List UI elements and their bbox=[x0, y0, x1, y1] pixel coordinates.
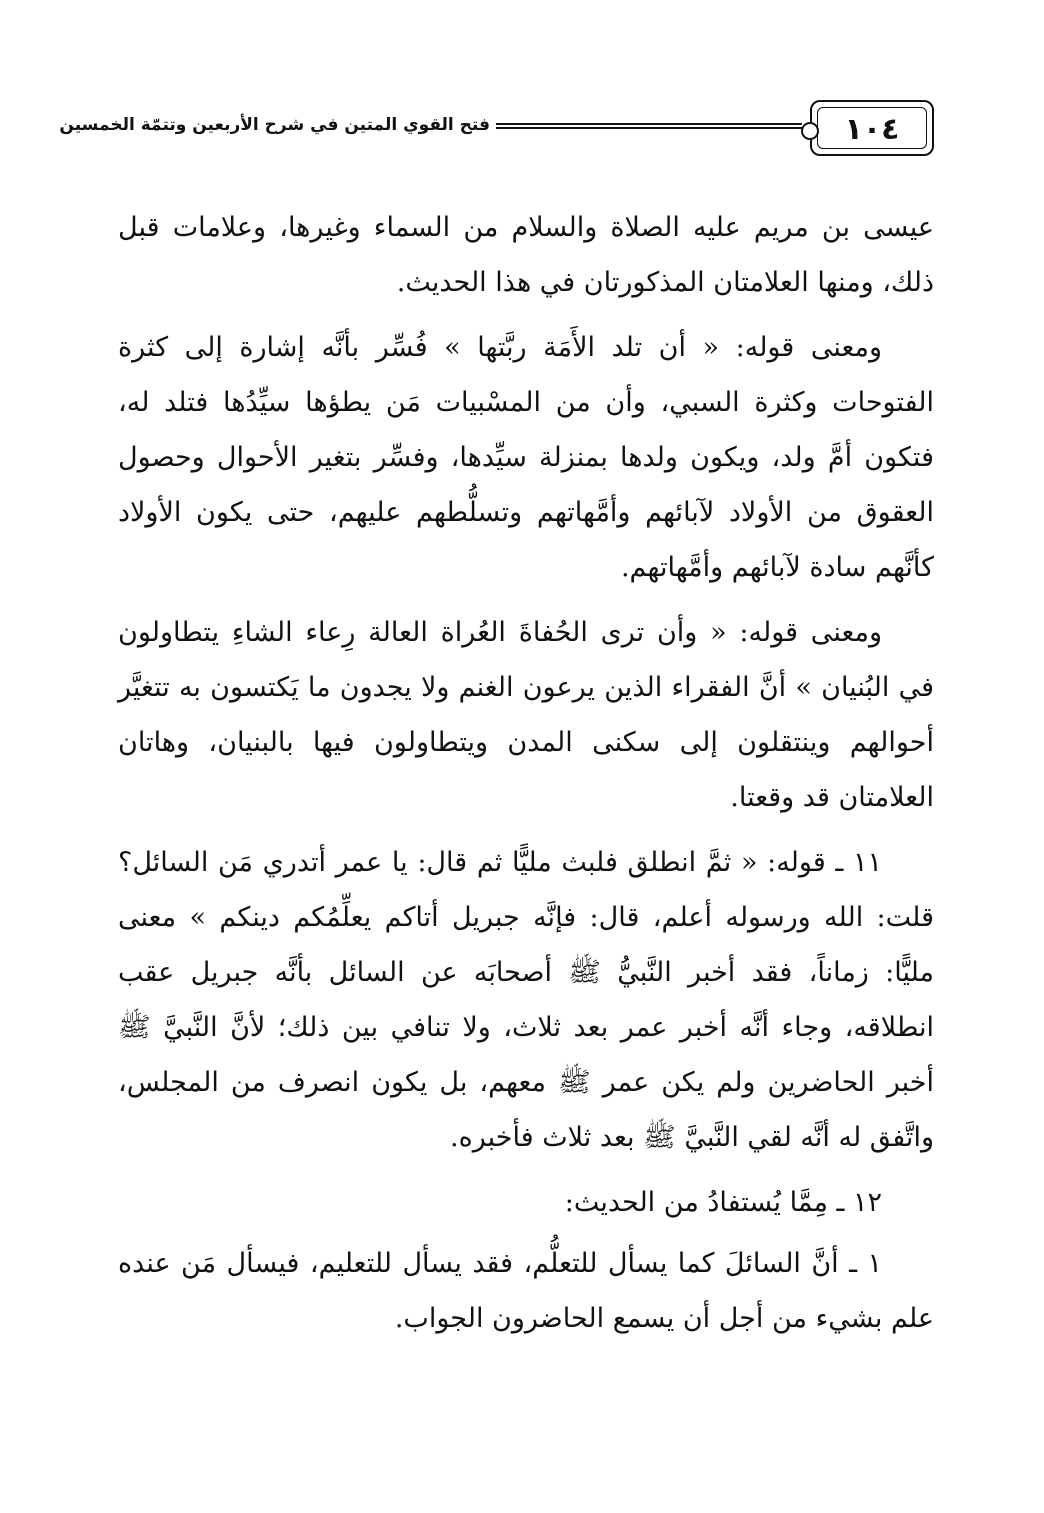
paragraph-1: عيسى بن مريم عليه الصلاة والسلام من السماء وغيرها، وعلامات قبل ذلك، ومنها العلامتان المذكورتان في هذا الحديث. bbox=[118, 212, 934, 298]
paragraph-4: ١١ ـ قوله: « ثمَّ انطلق فلبث مليًّا ثم قال: يا عمر أتدري مَن السائل؟ قلت: الله ورسوله أعلم، قال: فإنَّه جبريل أتاكم يعلِّمُكم دينكم » معنى مليًّا: زماناً، فقد أخبر النَّبيُّ ﷺ أصحابَه عن السائل بأنَّه جبريل عقب انطلاقه، وجاء أنَّه أخبر عمر بعد ثلاث، ولا تنافي بين ذلك؛ لأنَّ النَّبيَّ ﷺ أخبر الحاضرين ولم يكن عمر ﷺ معهم، بل يكون انصرف من المجلس، واتَّفق له أنَّه لقي النَّبيَّ ﷺ بعد ثلاث فأخبره. bbox=[118, 847, 934, 1153]
page-number: ١٠٤ bbox=[844, 112, 900, 147]
paragraph-5: ١٢ ـ مِمَّا يُستفادُ من الحديث: bbox=[564, 1187, 882, 1218]
book-title: فتح القوي المتين في شرح الأربعين وتتمّة الخمسين bbox=[59, 115, 490, 135]
page-body bbox=[118, 200, 934, 1356]
header-rule bbox=[496, 123, 802, 129]
page-number-frame bbox=[810, 100, 934, 156]
paragraph-2: ومعنى قوله: « أن تلد الأَمَة ربَّتها » فُسِّر بأنَّه إشارة إلى كثرة الفتوحات وكثرة السبي، وأن من المسْبيات مَن يطؤها سيِّدُها فتلد له، فتكون أمَّ ولد، ويكون ولدها بمنزلة سيِّدها، وفسِّر بتغير الأحوال وحصول العقوق من الأولاد لآبائهم وأمَّهاتهم وتسلُّطهم عليهم، حتى يكون الأولاد كأنَّهم سادة لآبائهم وأمَّهاتهم. bbox=[118, 332, 934, 583]
paragraph-3: ومعنى قوله: « وأن ترى الحُفاةَ العُراة العالة رِعاء الشاءِ يتطاولون في البُنيان » أنَّ الفقراء الذين يرعون الغنم ولا يجدون ما يَكتسون به تتغيَّر أحوالهم وينتقلون إلى سكنى المدن ويتطاولون فيها بالبنيان، وهاتان العلامتان قد وقعتا. bbox=[118, 617, 934, 813]
paragraph-6: ١ ـ أنَّ السائلَ كما يسأل للتعلُّم، فقد يسأل للتعليم، فيسأل مَن عنده علم بشيء من أجل أن يسمع الحاضرون الجواب. bbox=[118, 1248, 934, 1334]
running-header bbox=[59, 100, 934, 158]
